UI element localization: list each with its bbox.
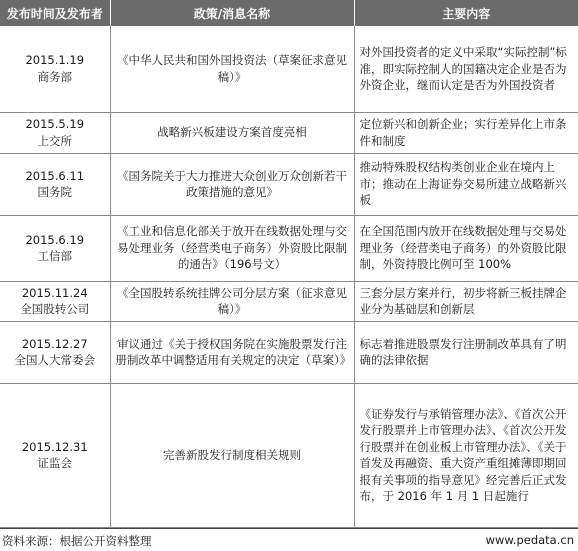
policy-name-cell: 完善新股发行制度相关规则: [110, 383, 354, 527]
website-url: www.pedata.cn: [485, 533, 574, 547]
policy-name-cell: 《中华人民共和国外国投资法（草案征求意见稿）》: [110, 26, 354, 112]
main-content-cell: 标志着推进股票发行注册制改革具有了明确的法律依据: [354, 321, 578, 383]
main-content-cell: 定位新兴和创新企业；实行差异化上市条件和制度: [354, 112, 578, 153]
footer: [0, 528, 578, 551]
date-text: 2015.5.19: [25, 117, 85, 131]
publisher-text: 上交所: [37, 133, 72, 148]
date-text: 2015.6.19: [25, 232, 85, 247]
publisher-text: 商务部: [37, 69, 72, 84]
publisher-text: 国务院: [37, 185, 72, 199]
table-row: [0, 321, 578, 383]
date-text: 2015.6.11: [25, 168, 85, 183]
policy-name-cell: 《全国股转系统挂牌公司分层方案（征求意见稿）》: [110, 281, 354, 321]
source-note: 资料来源：根据公开资料整理: [2, 534, 152, 548]
table-row: [0, 383, 578, 527]
publisher-text: 证监会: [37, 456, 72, 470]
policy-name-cell: 审议通过《关于授权国务院在实施股票发行注册制改革中调整适用有关规定的决定（草案）》: [110, 321, 354, 383]
date-text: 2015.11.24: [21, 285, 88, 300]
main-content-cell: 三套分层方案并行，初步将新三板挂牌企业分为基础层和创新层: [354, 281, 578, 321]
policy-name-cell: 《工业和信息化部关于放开在线数据处理与交易处理业务（经营类电子商务）外资股比限制的通告》（196号文）: [110, 215, 354, 281]
table-row: [0, 112, 578, 153]
date-publisher-cell: [0, 153, 110, 215]
table-row: [0, 153, 578, 215]
main-content-cell: 对外国投资者的定义中采取“实际控制”标准，即实际控制人的国籍决定企业是否为外资企业，继而认定是否为外国投资者: [354, 26, 578, 112]
date-publisher-cell: [0, 215, 110, 281]
header-date-publisher: 发布时间及发布者: [0, 0, 110, 26]
main-content-cell: 《证券发行与承销管理办法》、《首次公开发行股票并上市管理办法》、《首次公开发行股票并在创业板上市管理办法》、《关于首发及再融资、重大资产重组摊薄即期回报有关事项的指导意见》经完善后正式发布，于 2016 年 1 月 1 日起施行: [354, 383, 578, 527]
date-publisher-cell: [0, 281, 110, 321]
date-text: 2015.12.31: [21, 439, 88, 454]
publisher-text: 全国人大常委会: [14, 353, 95, 367]
policy-name-cell: 《国务院关于大力推进大众创业万众创新若干政策措施的意见》: [110, 153, 354, 215]
main-content-cell: 在全国范围内放开在线数据处理与交易处理业务（经营类电子商务）的外资股比限制，外资持股比例可至 100%: [354, 215, 578, 281]
table-row: [0, 281, 578, 321]
date-publisher-cell: [0, 112, 110, 153]
header-main-content: 主要内容: [354, 0, 578, 26]
date-text: 2015.1.19: [25, 53, 85, 68]
main-content-cell: 推动特殊股权结构类创业企业在境内上市；推动在上海证券交易所建立战略新兴板: [354, 153, 578, 215]
table-row: [0, 26, 578, 112]
date-publisher-cell: [0, 321, 110, 383]
date-publisher-cell: [0, 26, 110, 112]
policy-name-cell: 战略新兴板建设方案首度亮相: [110, 112, 354, 153]
table-header-row: [0, 0, 578, 26]
date-text: 2015.12.27: [21, 336, 88, 351]
publisher-text: 工信部: [37, 249, 72, 263]
header-policy-name: 政策/消息名称: [110, 0, 354, 26]
date-publisher-cell: [0, 383, 110, 527]
publisher-text: 全国股转公司: [20, 302, 90, 316]
table-row: [0, 215, 578, 281]
